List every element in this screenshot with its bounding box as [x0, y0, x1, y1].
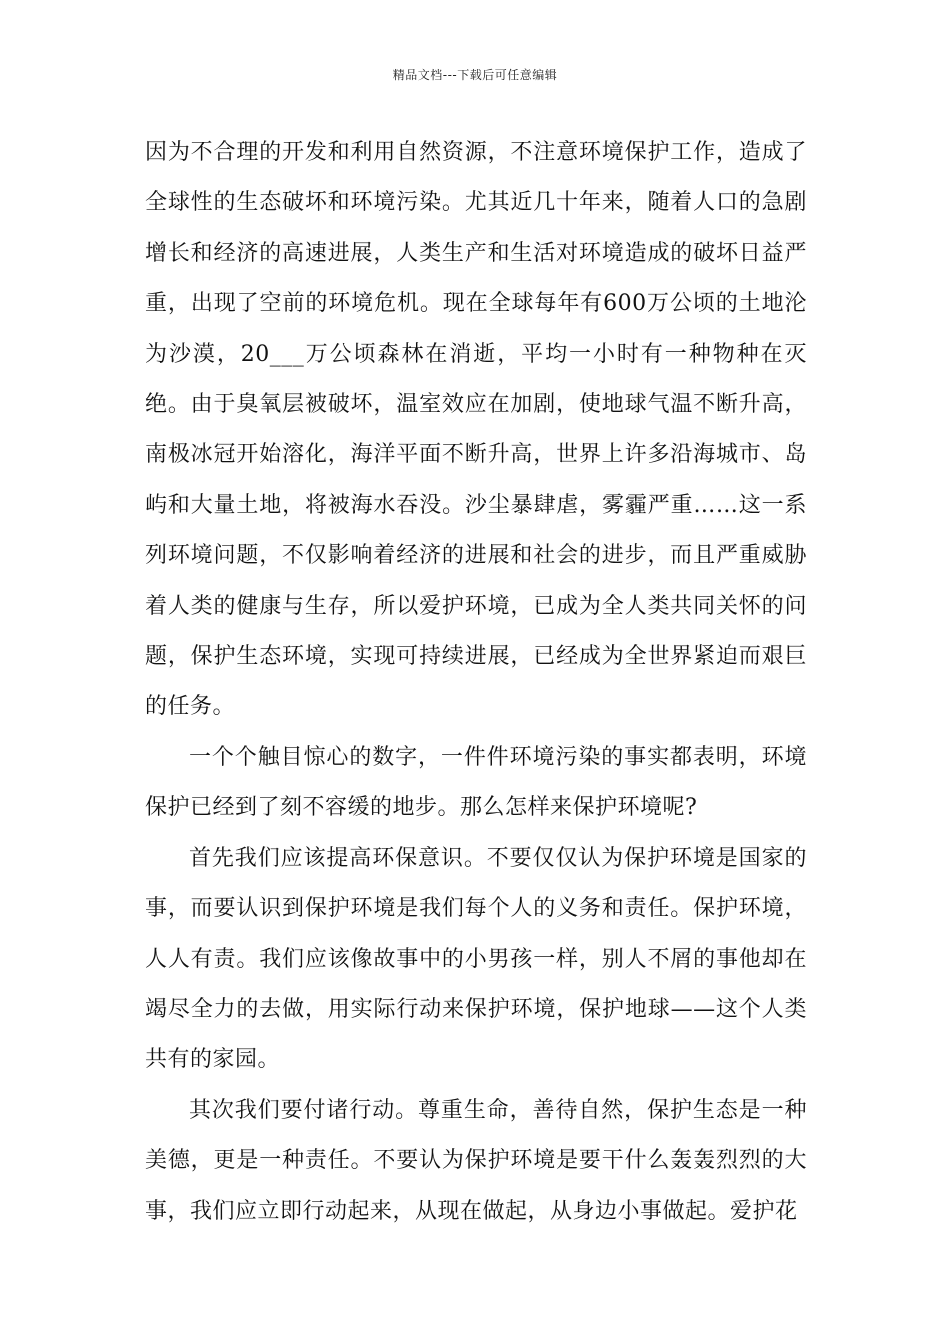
paragraph: 其次我们要付诸行动。尊重生命，善待自然，保护生态是一种美德，更是一种责任。不要认为保护环境是要干什么轰轰烈烈的大事，我们应立即行动起来，从现在做起，从身边小事做起。爱护花 — [145, 1097, 807, 1224]
paragraph: 一个个触目惊心的数字，一件件环境污染的事实都表明，环境保护已经到了刻不容缓的地步。那么怎样来保护环境呢? — [145, 744, 807, 821]
paragraph: 首先我们应该提高环保意识。不要仅仅认为保护环境是国家的事，而要认识到保护环境是我们每个人的义务和责任。保护环境，人人有责。我们应该像故事中的小男孩一样，别人不屑的事他却在竭尽全力的去做，用实际行动来保护环境，保护地球——这个人类共有的家园。 — [145, 845, 807, 1073]
document-body — [145, 128, 807, 1237]
paragraph-continued: 因为不合理的开发和利用自然资源，不注意环境保护工作，造成了全球性的生态破坏和环境污染。尤其近几十年来，随着人口的急剧增长和经济的高速进展，人类生产和生活对环境造成的破坏日益严重，出现了空前的环境危机。现在全球每年有600万公顷的土地沦为沙漠，20___万公顷森林在消逝，平均一小时有一种物种在灭绝。由于臭氧层被破坏，温室效应在加剧，使地球气温不断升高，南极冰冠开始溶化，海洋平面不断升高，世界上许多沿海城市、岛屿和大量土地，将被海水吞没。沙尘暴肆虐，雾霾严重……这一系列环境问题，不仅影响着经济的进展和社会的进步，而且严重威胁着人类的健康与生存，所以爱护环境，已成为全人类共同关怀的问题，保护生态环境，实现可持续进展，已经成为全世界紧迫而艰巨的任务。 — [145, 140, 807, 720]
page-header: 精品文档---下载后可任意编辑 — [392, 68, 558, 82]
